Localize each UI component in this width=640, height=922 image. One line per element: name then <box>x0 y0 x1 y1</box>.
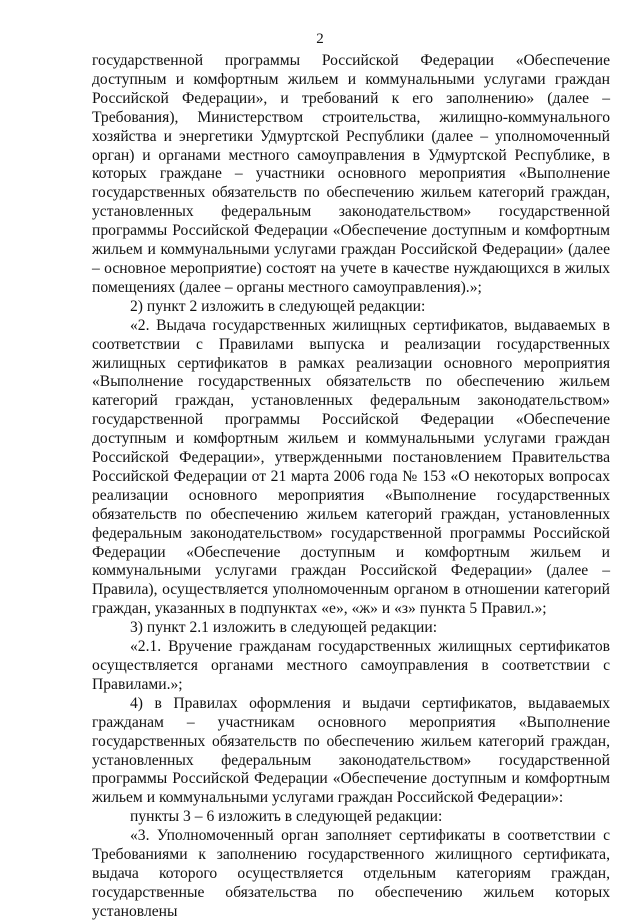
paragraph-point-3-text: «3. Уполномоченный орган заполняет сертификаты в соответствии с Требованиями к заполнению государственного жилищного сертификата, выдача которого осуществляется отдельным категориям граждан, государственные обязательства по обеспечению жильем которых установлены <box>92 827 610 920</box>
document-body <box>92 52 610 922</box>
page-number: 2 <box>316 31 324 47</box>
paragraph-points-3-6-heading: пункты 3 – 6 изложить в следующей редакции: <box>130 808 443 826</box>
paragraph-item-4-text: 4) в Правилах оформления и выдачи сертификатов, выдаваемых гражданам – участникам основного мероприятия «Выполнение государственных обязательств по обеспечению жильем категорий граждан, установленных федеральным законодательством» государственной программы Российской Федерации «Обеспечение доступным и комфортным жильем и коммунальными услугами граждан Российской Федерации»: <box>92 694 610 807</box>
paragraph-requirements-continuation: государственной программы Российской Федерации «Обеспечение доступным и комфортным жильем и коммунальными услугами граждан Российской Федерации», и требований к его заполнению» (далее – Требования), Министерством строительства, жилищно-коммунального хозяйства и энергетики Удмуртской Республики (далее – уполномоченный орган) и органами местного самоуправления в Удмуртской Республике, в которых граждане – участники основного мероприятия «Выполнение государственных обязательств по обеспечению жильем категорий граждан, установленных федеральным законодательством» государственной программы Российской Федерации «Обеспечение доступным и комфортным жильем и коммунальными услугами граждан Российской Федерации» (далее – основное мероприятие) состоят на учете в качестве нуждающихся в жилых помещениях (далее – органы местного самоуправления).»; <box>92 52 610 296</box>
paragraph-item-2-heading: 2) пункт 2 изложить в следующей редакции: <box>130 297 426 315</box>
paragraph-item-3-heading: 3) пункт 2.1 изложить в следующей редакции: <box>130 619 438 637</box>
paragraph-item-2-text: «2. Выдача государственных жилищных сертификатов, выдаваемых в соответствии с Правилами выпуска и реализации государственных жилищных сертификатов в рамках реализации основного мероприятия «Выполнение государственных обязательств по обеспечению жильем категорий граждан, установленных федеральным законодательством» государственной программы Российской Федерации «Обеспечение доступным и комфортным жильем и коммунальными услугами граждан Российской Федерации», утвержденными постановлением Правительства Российской Федерации от 21 марта 2006 года № 153 «О некоторых вопросах реализации основного мероприятия «Выполнение государственных обязательств по обеспечению жильем категорий граждан, установленных федеральным законодательством» государственной программы Российской Федерации «Обеспечение доступным и комфортным жильем и коммунальными услугами граждан Российской Федерации» (далее – Правила), осуществляется уполномоченным органом в отношении категорий граждан, указанных в подпунктах «е», «ж» и «з» пункта 5 Правил.»; <box>92 316 610 618</box>
paragraph-item-2-1-text: «2.1. Вручение гражданам государственных жилищных сертификатов осуществляется органами местного самоуправления в соответствии с Правилами.»; <box>92 638 610 693</box>
